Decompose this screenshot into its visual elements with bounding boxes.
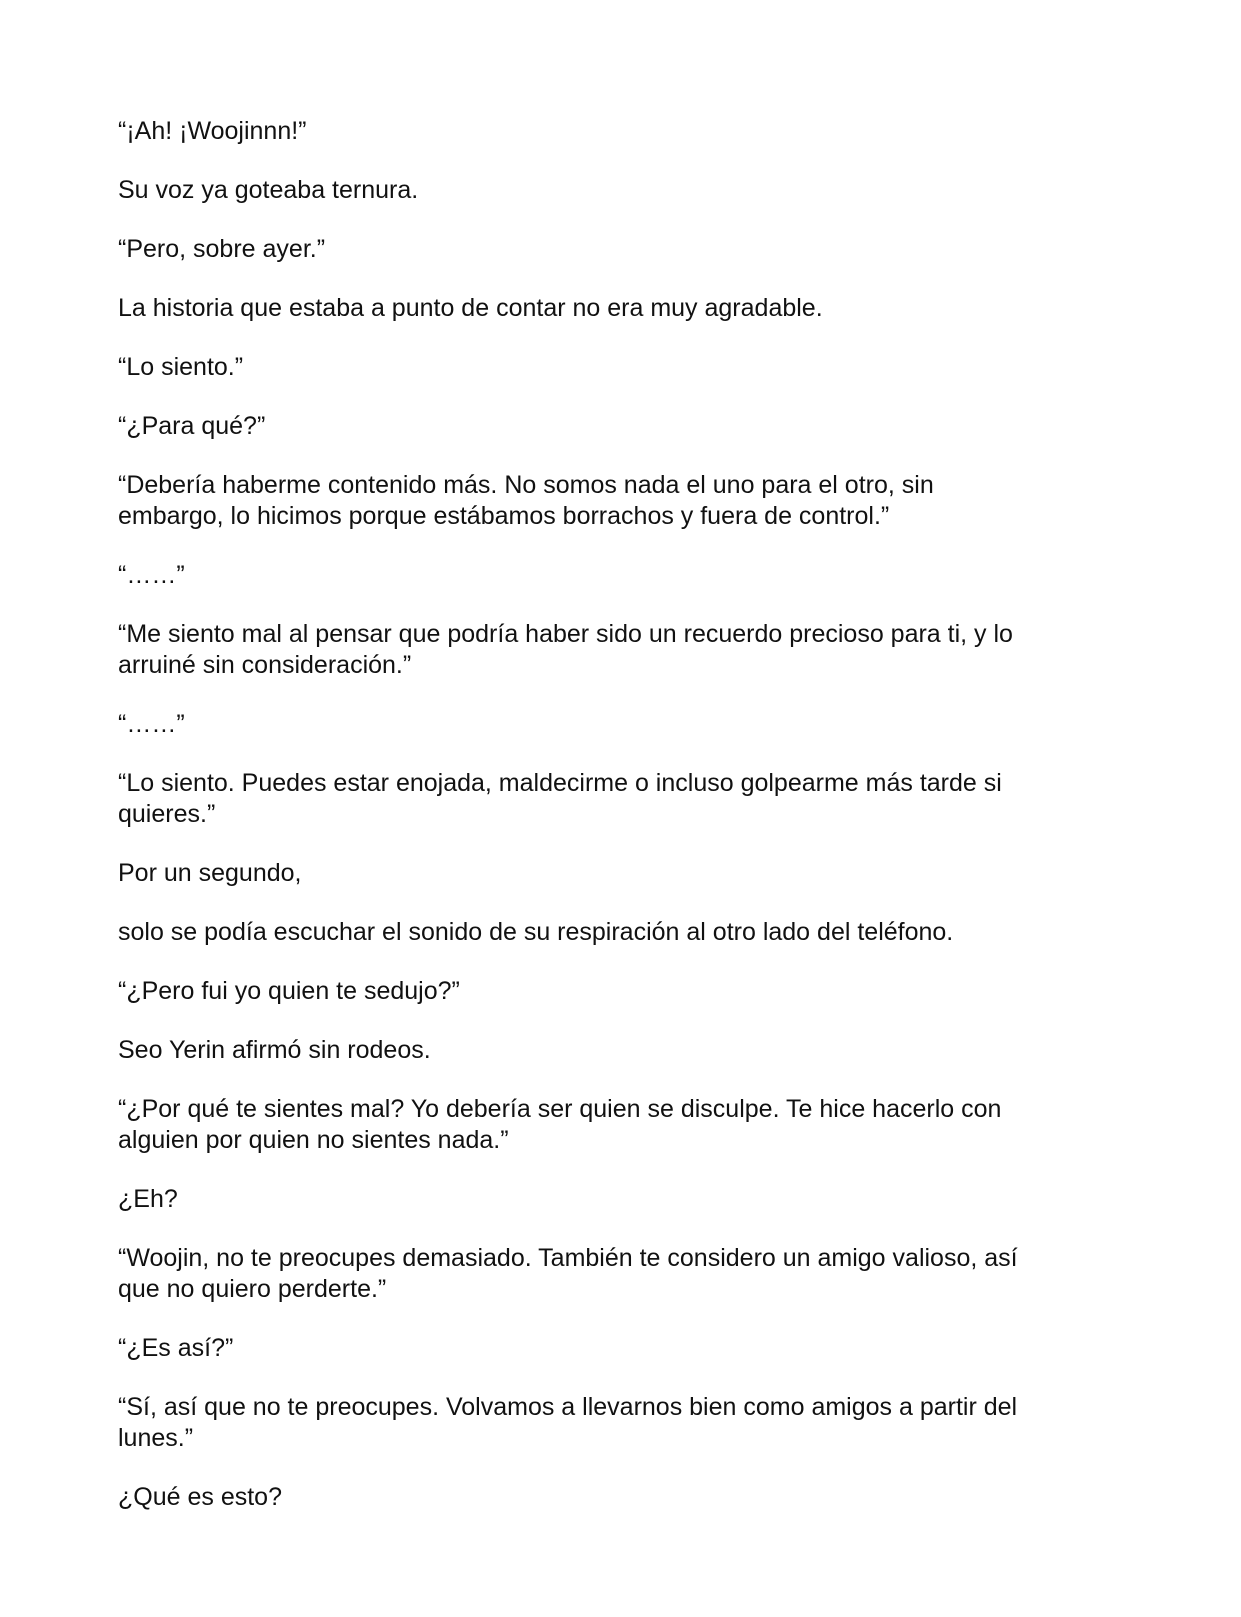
paragraph: “……” [118, 561, 185, 589]
paragraph: Seo Yerin afirmó sin rodeos. [118, 1036, 431, 1064]
paragraph: “Pero, sobre ayer.” [118, 235, 326, 263]
paragraph: Por un segundo, [118, 859, 302, 887]
paragraph: “¿Pero fui yo quien te sedujo?” [118, 977, 460, 1005]
paragraph: solo se podía escuchar el sonido de su respiración al otro lado del teléfono. [118, 918, 954, 946]
paragraph: “Lo siento.” [118, 353, 244, 381]
paragraph: “¿Por qué te sientes mal? Yo debería ser quien se disculpe. Te hice hacerlo con alguien por quien no sientes nada.” [118, 1095, 1002, 1154]
paragraph: “Lo siento. Puedes estar enojada, maldecirme o incluso golpearme más tarde si quieres.” [118, 769, 1002, 828]
paragraph: “Me siento mal al pensar que podría haber sido un recuerdo precioso para ti, y lo arruiné sin consideración.” [118, 620, 1013, 679]
paragraph: “Woojin, no te preocupes demasiado. También te considero un amigo valioso, así que no quiero perderte.” [118, 1244, 1018, 1303]
paragraph: “Sí, así que no te preocupes. Volvamos a llevarnos bien como amigos a partir del lunes.” [118, 1393, 1018, 1452]
paragraph: ¿Eh? [118, 1185, 178, 1213]
text-body [118, 116, 1118, 1541]
paragraph: ¿Qué es esto? [118, 1483, 282, 1511]
paragraph: “¿Es así?” [118, 1334, 234, 1362]
paragraph: “……” [118, 710, 185, 738]
paragraph: “¿Para qué?” [118, 412, 266, 440]
paragraph: La historia que estaba a punto de contar no era muy agradable. [118, 294, 823, 322]
paragraph: “Debería haberme contenido más. No somos nada el uno para el otro, sin embargo, lo hicimos porque estábamos borrachos y fuera de control.” [118, 471, 934, 530]
paragraph: “¡Ah! ¡Woojinnn!” [118, 117, 307, 145]
paragraph: Su voz ya goteaba ternura. [118, 176, 419, 204]
